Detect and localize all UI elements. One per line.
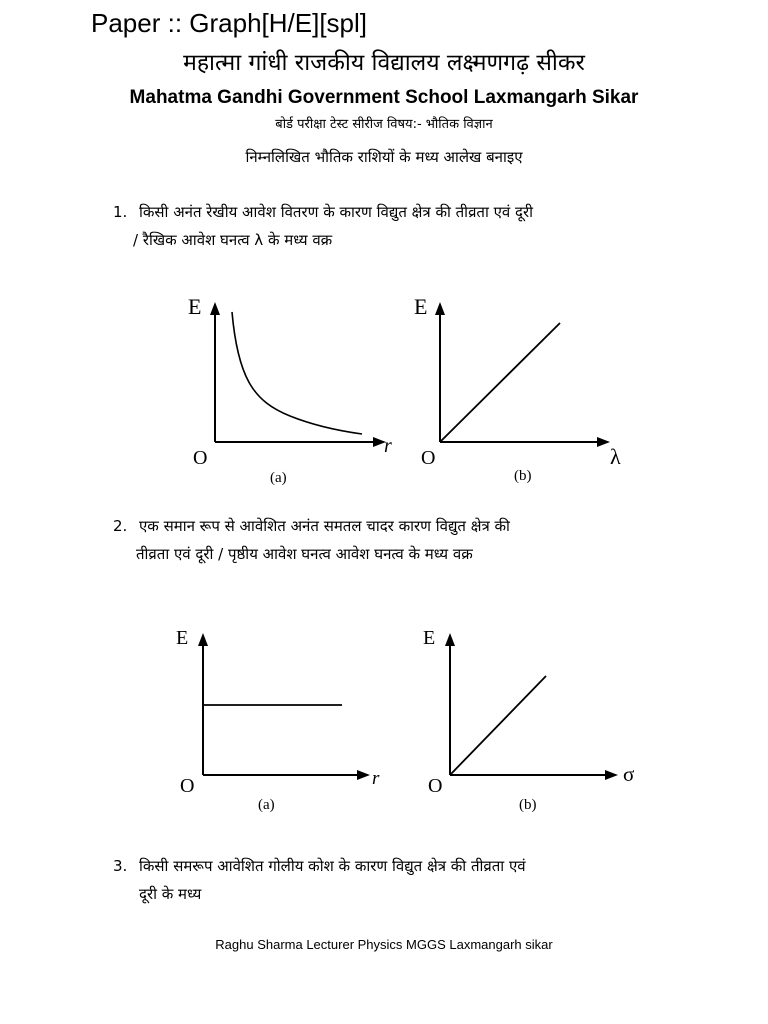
graph-q2a bbox=[170, 615, 400, 820]
linear-line bbox=[450, 676, 546, 775]
y-axis-label: E bbox=[423, 627, 436, 649]
footer-credit: Raghu Sharma Lecturer Physics MGGS Laxmangarh sikar bbox=[215, 937, 553, 952]
linear-line bbox=[440, 323, 560, 442]
graph-q1b bbox=[405, 290, 635, 490]
question-text-line: किसी समरूप आवेशित गोलीय कोश के कारण विद्युत क्षेत्र की तीव्रता एवं bbox=[139, 857, 526, 875]
x-axis-label: σ bbox=[623, 762, 635, 786]
x-axis-arrow bbox=[597, 437, 610, 447]
graph-caption: (a) bbox=[258, 797, 275, 813]
question-text-line: किसी अनंत रेखीय आवेश वितरण के कारण विद्युत क्षेत्र की तीव्रता एवं दूरी bbox=[139, 203, 533, 221]
question-text-line: एक समान रूप से आवेशित अनंत समतल चादर कारण विद्युत क्षेत्र की bbox=[139, 517, 510, 535]
question-text-line: / रैखिक आवेश घनत्व λ के मध्य वक्र bbox=[133, 231, 333, 249]
paper-code: Paper :: Graph[H/E][spl] bbox=[91, 8, 368, 38]
x-axis-arrow bbox=[357, 770, 370, 780]
school-name-hindi: महात्मा गांधी राजकीय विद्यालय लक्ष्मणगढ़ सीकर bbox=[183, 50, 585, 76]
question-number: 1. bbox=[113, 203, 128, 221]
question-text-line: दूरी के मध्य bbox=[139, 885, 202, 903]
graph-caption: (b) bbox=[519, 797, 537, 813]
origin-label: O bbox=[428, 775, 443, 797]
subject-line: बोर्ड परीक्षा टेस्ट सीरीज विषय:- भौतिक विज्ञान bbox=[275, 117, 493, 132]
question-number: 2. bbox=[113, 517, 128, 535]
graph-caption: (a) bbox=[270, 470, 287, 486]
origin-label: O bbox=[180, 775, 195, 797]
y-axis-label: E bbox=[414, 294, 428, 319]
origin-label: O bbox=[421, 447, 436, 469]
y-axis-arrow bbox=[445, 633, 455, 646]
question-3 bbox=[113, 852, 733, 908]
question-1 bbox=[113, 198, 733, 254]
x-axis-label: r bbox=[384, 435, 392, 457]
origin-label: O bbox=[193, 447, 208, 469]
graph-caption: (b) bbox=[514, 468, 532, 484]
instruction-heading: निम्नलिखित भौतिक राशियों के मध्य आलेख बनाइए bbox=[245, 148, 523, 166]
graph-q2b bbox=[415, 615, 645, 820]
inverse-curve bbox=[232, 312, 362, 434]
y-axis-arrow bbox=[435, 302, 445, 315]
x-axis-label: λ bbox=[610, 444, 621, 469]
x-axis-arrow bbox=[605, 770, 618, 780]
y-axis-label: E bbox=[176, 627, 189, 649]
question-2 bbox=[113, 512, 733, 568]
x-axis-label: r bbox=[372, 768, 380, 789]
graph-q1a bbox=[180, 290, 400, 490]
question-number: 3. bbox=[113, 857, 128, 875]
question-text-line: तीव्रता एवं दूरी / पृष्ठीय आवेश घनत्व आवेश घनत्व के मध्य वक्र bbox=[136, 545, 473, 563]
y-axis-arrow bbox=[210, 302, 220, 315]
school-name-english: Mahatma Gandhi Government School Laxmangarh Sikar bbox=[129, 87, 639, 108]
y-axis-label: E bbox=[188, 294, 202, 319]
y-axis-arrow bbox=[198, 633, 208, 646]
